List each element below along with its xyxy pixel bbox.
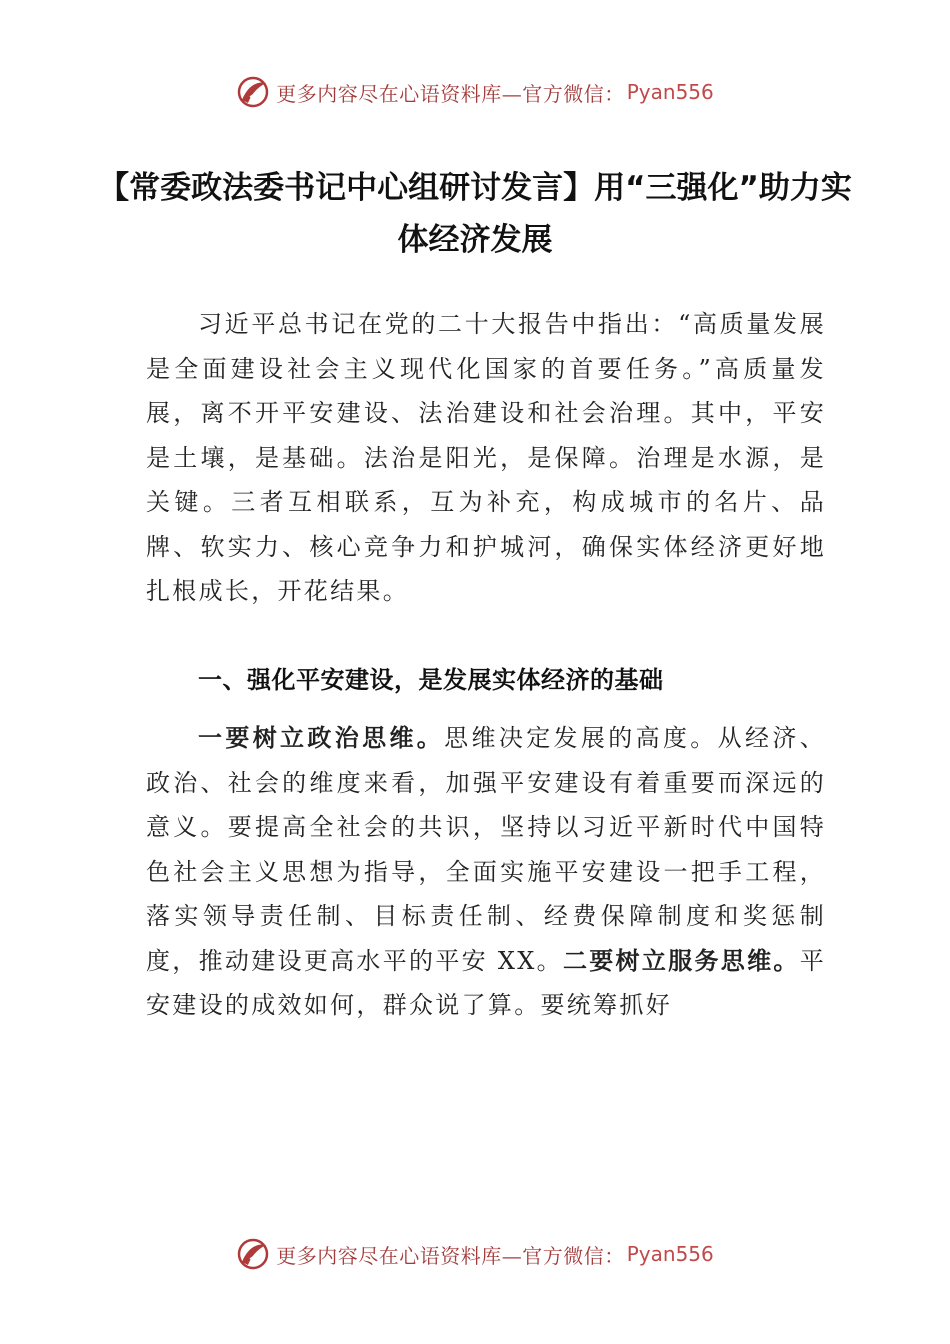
section-heading-1: 一、强化平安建设，是发展实体经济的基础 <box>198 666 664 694</box>
seal-logo-icon <box>236 1237 270 1271</box>
paragraph-text: 平安建设的成效如何，群众说了算。要统筹抓好 <box>146 946 826 1019</box>
lead-phrase-political: 一要树立政治思维。 <box>198 723 445 752</box>
watermark-handle: Pyan556 <box>626 80 714 104</box>
watermark-footer <box>0 1234 950 1274</box>
intro-paragraph: 习近平总书记在党的二十大报告中指出：“高质量发展是全面建设社会主义现代化国家的首要任务。”高质量发展，离不开平安建设、法治建设和社会治理。其中，平安是土壤，是基础。法治是阳光，是保障。治理是水源，是关键。三者互相联系，互为补充，构成城市的名片、品牌、软实力、核心竞争力和护城河，确保实体经济更好地扎根成长，开花结果。 <box>146 310 826 605</box>
section1-paragraph <box>146 716 826 1028</box>
watermark-handle: Pyan556 <box>626 1242 714 1266</box>
watermark-text: 更多内容尽在心语资料库—官方微信： <box>276 1243 625 1268</box>
paragraph-text: 思维决定发展的高度。从经济、政治、社会的维度来看，加强平安建设有着重要而深远的意义。要提高全社会的共识，坚持以习近平新时代中国特色社会主义思想为指导，全面实施平安建设一把手工程，落实领导责任制、目标责任制、经费保障制度和奖惩制度，推动建设更高水平的平安 XX。 <box>146 724 827 975</box>
seal-logo-icon <box>236 75 270 109</box>
document-title: 【常委政法委书记中心组研讨发言】用“三强化”助力实体经济发展 <box>98 170 852 258</box>
watermark-header <box>0 72 950 112</box>
watermark-text: 更多内容尽在心语资料库—官方微信： <box>276 81 625 106</box>
lead-phrase-service: 二要树立服务思维。 <box>562 945 800 975</box>
